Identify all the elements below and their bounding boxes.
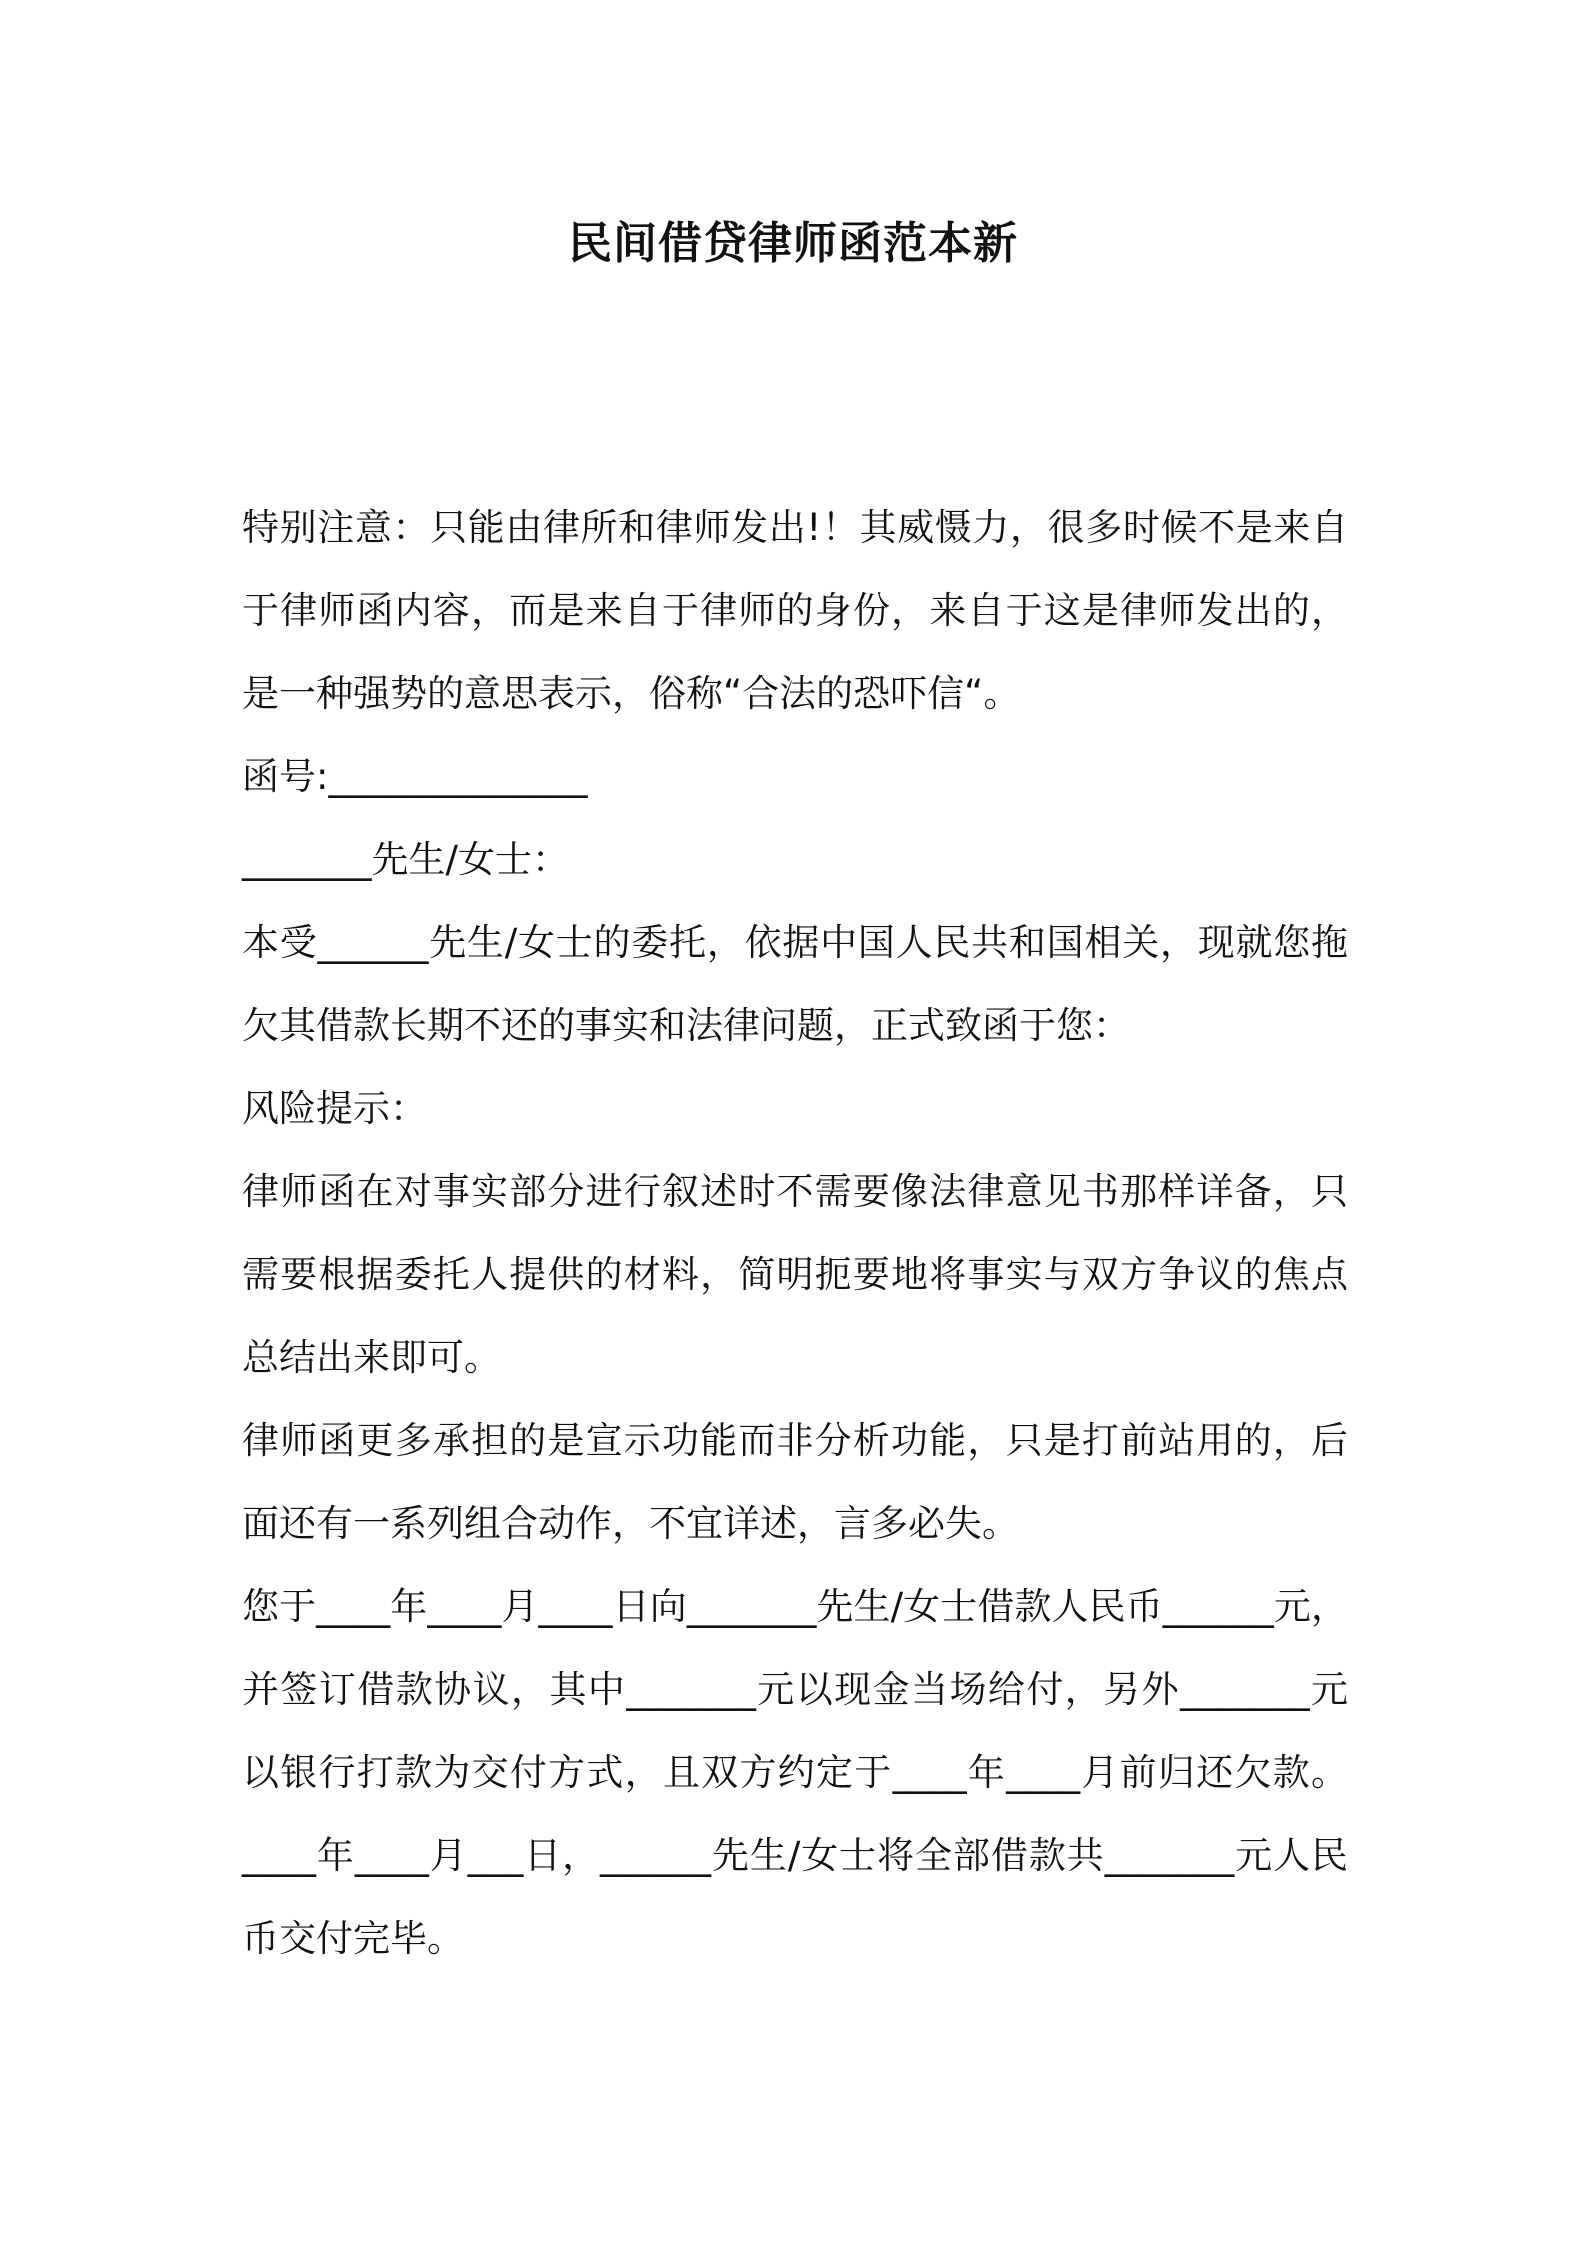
paragraph-risk-heading: 风险提示： <box>242 1087 427 1130</box>
paragraph-loan-facts: 您于____年____月____日向_______先生/女士借款人民币______元，并签订借款协议，其中_______元以现金当场给付，另外_______元以银行打款为交付方式，且双方约定于____年____月前归还欠款。____年____月___日，______先生/女士将全部借款共_______元人民币交付完毕。 <box>242 1585 1348 1960</box>
document-body <box>242 486 1348 1980</box>
paragraph-salutation: _______先生/女士： <box>242 838 569 881</box>
paragraph-entrustment: 本受______先生/女士的委托，依据中国人民共和国相关，现就您拖欠其借款长期不还的事实和法律问题，正式致函于您： <box>242 921 1348 1047</box>
document-title: 民间借贷律师函范本新 <box>568 218 1018 269</box>
paragraph-special-note: 特别注意：只能由律所和律师发出!！其威慑力，很多时候不是来自于律师函内容，而是来自于律师的身份，来自于这是律师发出的，是一种强势的意思表示，俗称“合法的恐吓信“。 <box>242 506 1348 715</box>
paragraph-risk-1: 律师函在对事实部分进行叙述时不需要像法律意见书那样详备，只需要根据委托人提供的材料，简明扼要地将事实与双方争议的焦点总结出来即可。 <box>242 1170 1348 1379</box>
paragraph-letter-number: 函号:______________ <box>242 755 588 798</box>
paragraph-risk-2: 律师函更多承担的是宣示功能而非分析功能，只是打前站用的，后面还有一系列组合动作，不宜详述，言多必失。 <box>242 1419 1348 1545</box>
